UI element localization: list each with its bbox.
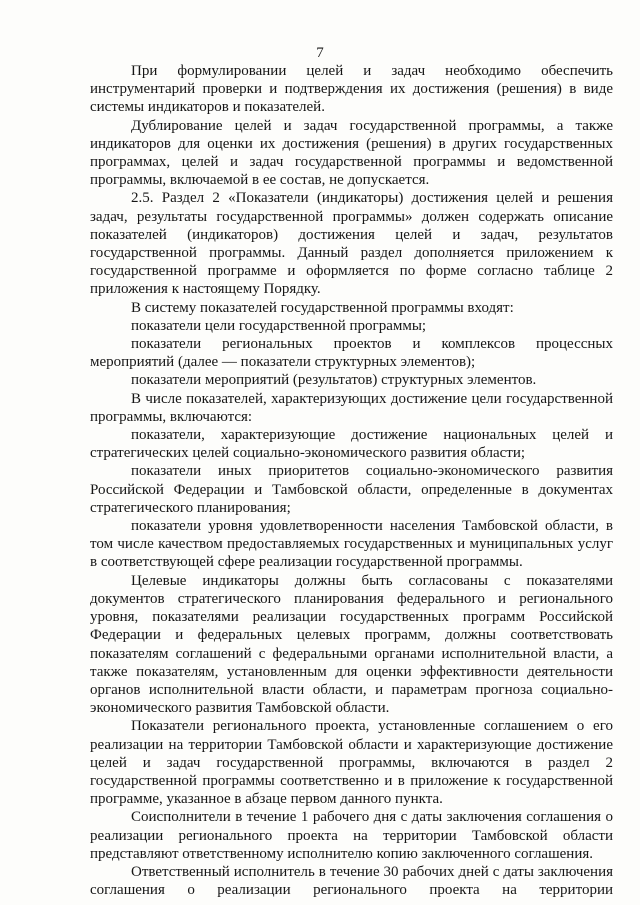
paragraph-6: показатели региональных проектов и комплексов процессных мероприятий (далее — показатели структурных элементов); bbox=[90, 336, 613, 371]
paragraph-3: 2.5. Раздел 2 «Показатели (индикаторы) достижения целей и решения задач, результаты государственной программы» должен содержать описание показателей (индикаторов) достижения целей и задач, результатов государственной программы. Данный раздел дополняется приложением к государственной программе и оформляется по форме согласно таблице 2 приложения к настоящему Порядку. bbox=[90, 190, 613, 298]
paragraph-15: Ответственный исполнитель в течение 30 рабочих дней с даты заключения соглашения о реализации регионального проекта на территории bbox=[90, 863, 613, 899]
paragraph-9: показатели, характеризующие достижение национальных целей и стратегических целей социально-экономического развития области; bbox=[90, 427, 613, 462]
paragraph-4: В систему показателей государственной программы входят: bbox=[131, 299, 514, 316]
document-body bbox=[90, 62, 613, 899]
paragraph-2: Дублирование целей и задач государственной программы, а также индикаторов для оценки их достижения (решения) в других государственных программах, целей и задач государственной программы и ведомственной программы, включаемой в ее состав, не допускается. bbox=[90, 117, 613, 189]
paragraph-11: показатели уровня удовлетворенности населения Тамбовской области, в том числе качеством предоставляемых государственных и муниципальных услуг в соответствующей сфере реализации государственной программы. bbox=[90, 518, 613, 571]
page-number: 7 bbox=[316, 45, 324, 61]
paragraph-5: показатели цели государственной программы; bbox=[131, 317, 427, 334]
paragraph-10: показатели иных приоритетов социально-экономического развития Российской Федерации и Тамбовской области, определенные в документах стратегического планирования; bbox=[90, 463, 613, 516]
paragraph-14: Соисполнители в течение 1 рабочего дня с даты заключения соглашения о реализации регионального проекта на территории Тамбовской области представляют ответственному исполнителю копию заключенного соглашения. bbox=[90, 809, 613, 862]
paragraph-13: Показатели регионального проекта, установленные соглашением о его реализации на территории Тамбовской области и характеризующие достижение целей и задач государственной программы, включаются в раздел 2 государственной программы соответственно и в приложение к государственной программе, указанное в абзаце первом данного пункта. bbox=[90, 718, 613, 808]
paragraph-1: При формулировании целей и задач необходимо обеспечить инструментарий проверки и подтверждения их достижения (решения) в виде системы индикаторов и показателей. bbox=[90, 63, 613, 116]
paragraph-7: показатели мероприятий (результатов) структурных элементов. bbox=[131, 372, 537, 389]
paragraph-8: В числе показателей, характеризующих достижение цели государственной программы, включаются: bbox=[90, 390, 613, 425]
paragraph-12: Целевые индикаторы должны быть согласованы с показателями документов стратегического планирования федерального и регионального уровня, показателями реализации государственных программ Российской Федерации и федеральных целевых программ, должны соответствовать показателям соглашений с федеральными органами исполнительной власти, а также показателям, установленным для оценки эффективности деятельности органов исполнительной власти области, и параметрам прогноза социально-экономического развития Тамбовской области. bbox=[90, 572, 613, 717]
